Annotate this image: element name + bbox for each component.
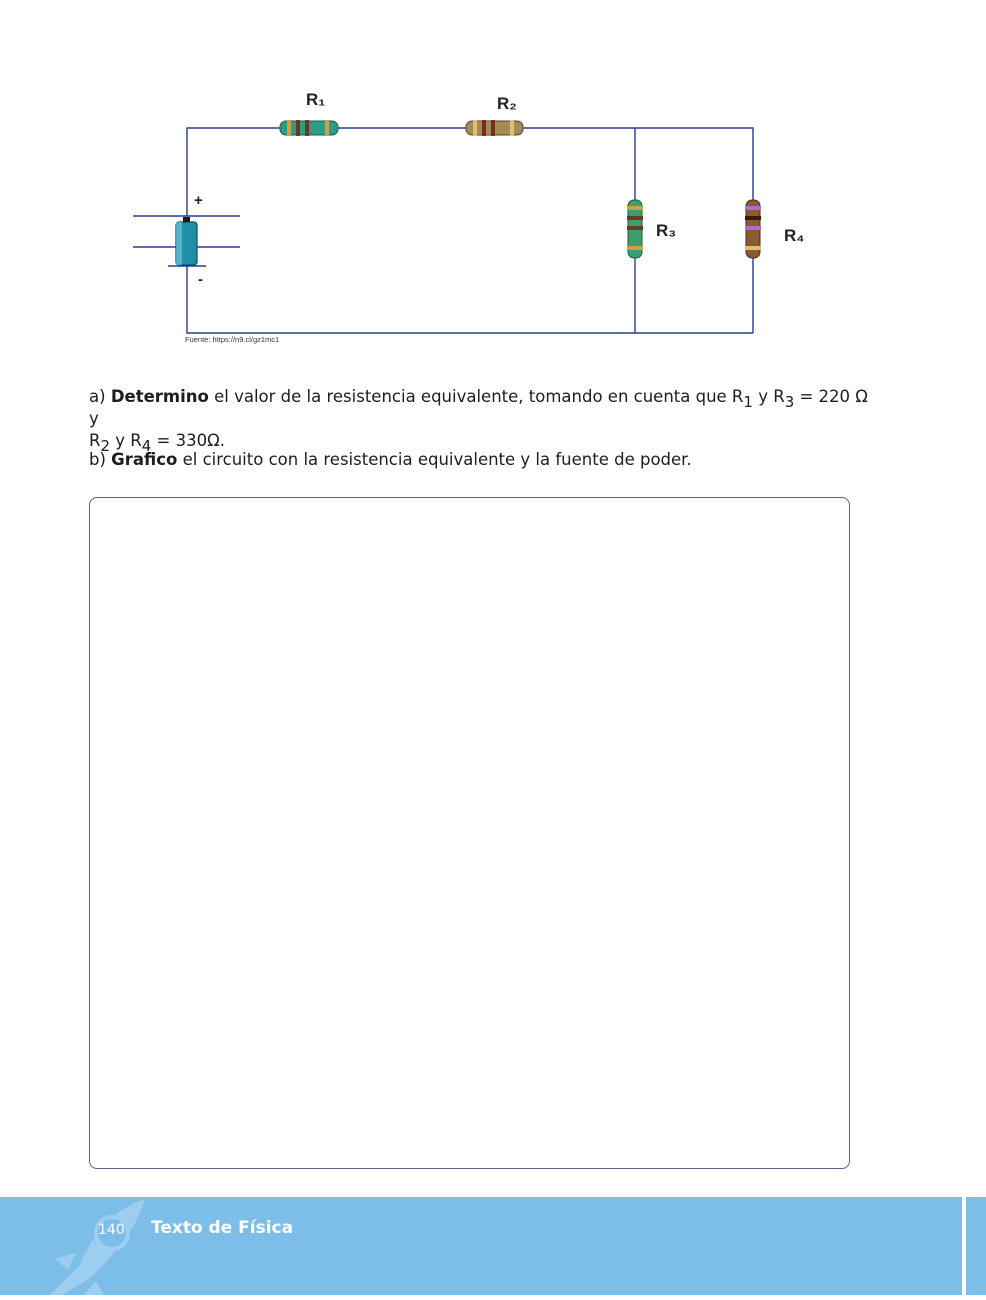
rocket-icon (40, 1197, 160, 1295)
question-a-r: R (89, 431, 101, 450)
battery-icon (176, 217, 197, 265)
question-a-prefix: a) (89, 387, 106, 406)
question-a-text-4: y R (115, 431, 142, 450)
page-number: 140 (98, 1222, 125, 1238)
question-b-verb: Grafico (111, 450, 178, 469)
resistor-r3-icon (627, 200, 643, 258)
question-a-text-3: = 220 Ω y (89, 387, 868, 428)
battery-minus-sign: - (198, 271, 203, 288)
label-r4: R₄ (784, 226, 805, 245)
question-b-prefix: b) (89, 450, 106, 469)
question-a-sub-3: 3 (784, 393, 795, 411)
label-r1: R₁ (306, 90, 326, 109)
question-a (89, 386, 869, 455)
figure-source: Fuente: https://n9.cl/gz1mc1 (185, 335, 280, 344)
label-r3: R₃ (656, 221, 677, 240)
question-a-text-2: y R (758, 387, 785, 406)
question-a-sub-2: 2 (100, 437, 111, 455)
footer-side-strip (966, 1197, 986, 1295)
question-a-text-5: = 330Ω. (156, 431, 225, 450)
label-r2: R₂ (497, 94, 517, 113)
footer-book-title: Texto de Física (151, 1218, 294, 1238)
resistor-r1-icon (280, 120, 338, 136)
question-a-verb: Determino (110, 387, 209, 406)
question-b (89, 449, 869, 471)
resistor-r4-icon (745, 200, 761, 258)
resistor-r2-icon (466, 120, 523, 136)
circuit-diagram (0, 0, 986, 360)
question-b-text: el circuito con la resistencia equivalente y la fuente de poder. (182, 450, 692, 469)
battery-plus-sign: + (194, 192, 203, 209)
question-a-sub-1: 1 (743, 393, 753, 411)
question-a-text-1: el valor de la resistencia equivalente, tomando en cuenta que R (214, 387, 744, 406)
question-a-sub-4: 4 (141, 437, 152, 455)
answer-drawing-box[interactable] (89, 497, 850, 1169)
